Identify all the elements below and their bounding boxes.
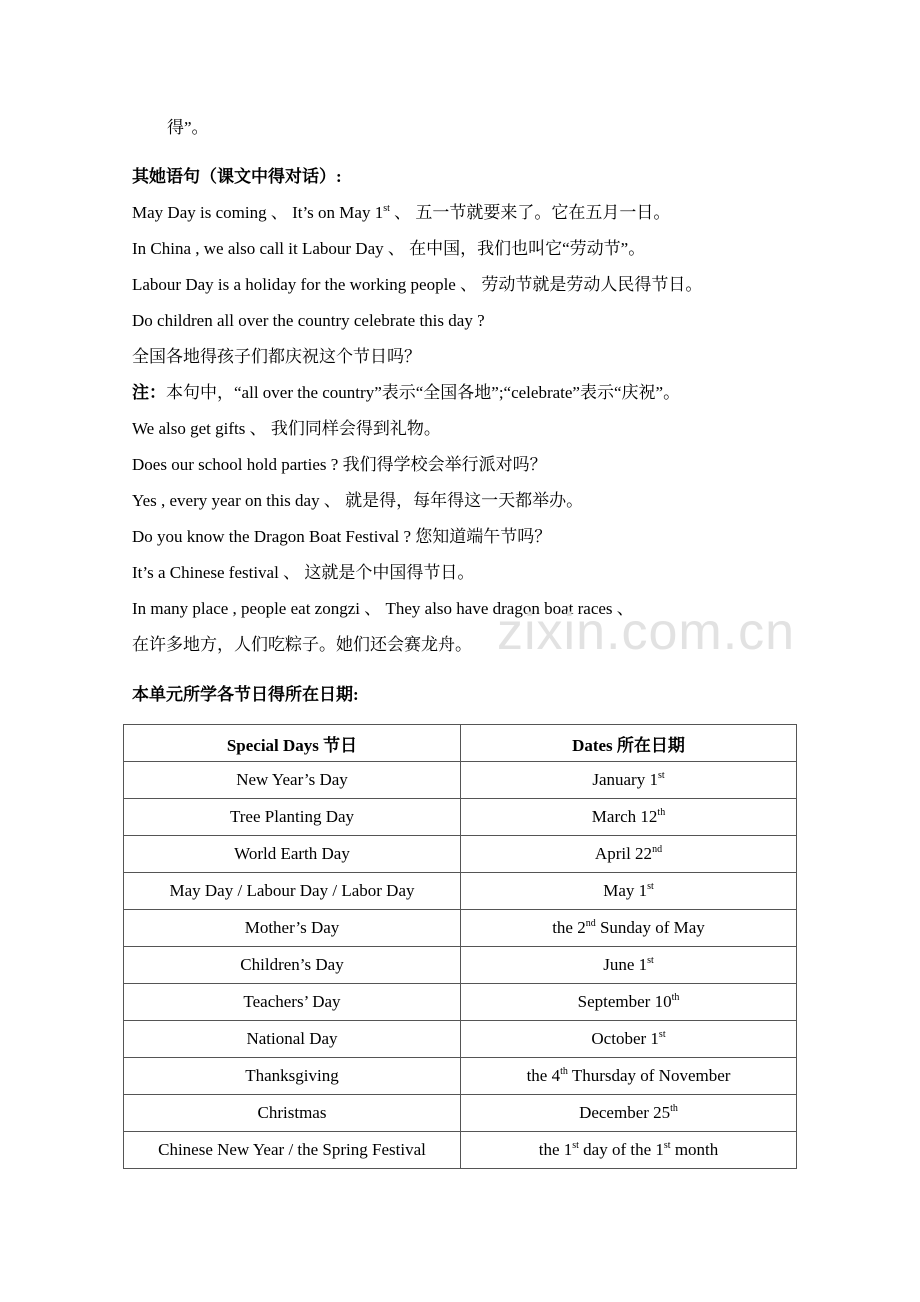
sentence-chinese-festival: It’s a Chinese festival 、 这就是个中国得节日。 xyxy=(132,563,475,582)
cell-date xyxy=(461,873,797,910)
sentence-translation: 、 五一节就要来了。它在五月一日。 xyxy=(389,203,671,222)
table-row xyxy=(124,1132,797,1169)
cell-special-day: Children’s Day xyxy=(124,947,461,984)
table-row xyxy=(124,1095,797,1132)
cell-special-day: Tree Planting Day xyxy=(124,799,461,836)
cell-special-day: May Day / Labour Day / Labor Day xyxy=(124,873,461,910)
ordinal-suffix: st xyxy=(572,1140,579,1151)
cell-date xyxy=(461,799,797,836)
date-text: March 12 xyxy=(591,807,658,826)
date-text: May 1 xyxy=(603,881,648,900)
ordinal-suffix: st xyxy=(658,1029,666,1040)
cell-special-day: Chinese New Year / the Spring Festival xyxy=(124,1132,461,1169)
table-row xyxy=(124,947,797,984)
sentence-labour-day-china: In China , we also call it Labour Day 、 在中国，我们也叫它“劳动节”。 xyxy=(132,239,646,258)
date-text: the 2 xyxy=(552,918,586,937)
cell-special-day: Thanksgiving xyxy=(124,1058,461,1095)
ordinal-suffix: st xyxy=(657,770,665,781)
sentence-zongzi: In many place , people eat zongzi 、 They also have dragon boat races 、 xyxy=(132,599,634,618)
date-text: Thursday of November xyxy=(567,1066,731,1085)
sentence-gifts: We also get gifts 、 我们同样会得到礼物。 xyxy=(132,419,441,438)
table-row xyxy=(124,762,797,799)
sentence-text: May Day is coming 、 It’s on May 1 xyxy=(132,203,384,222)
date-text: October 1 xyxy=(591,1029,659,1048)
date-text: month xyxy=(670,1140,719,1159)
cell-date xyxy=(461,947,797,984)
date-text: June 1 xyxy=(603,955,648,974)
date-text: April 22 xyxy=(594,844,653,863)
ordinal-suffix: st xyxy=(663,1140,671,1151)
date-text: day of the 1 xyxy=(578,1140,664,1159)
date-text: Sunday of May xyxy=(595,918,705,937)
note-text: 本句中，“all over the country”表示“全国各地”;“celebrate”表示“庆祝”。 xyxy=(166,383,681,402)
table-header-row xyxy=(124,725,797,762)
cell-date xyxy=(461,910,797,947)
cell-special-day: Christmas xyxy=(124,1095,461,1132)
sentence-zongzi-cn: 在许多地方，人们吃粽子。她们还会赛龙舟。 xyxy=(132,635,472,654)
cell-special-day: New Year’s Day xyxy=(124,762,461,799)
date-text: December 25 xyxy=(579,1103,671,1122)
ordinal-suffix: th xyxy=(657,807,666,818)
date-text: the 4 xyxy=(526,1066,561,1085)
table-row xyxy=(124,873,797,910)
table-row xyxy=(124,910,797,947)
table-row xyxy=(124,1021,797,1058)
cell-special-day: Mother’s Day xyxy=(124,910,461,947)
table-row xyxy=(124,799,797,836)
cell-date xyxy=(461,1058,797,1095)
sentence-parties: Does our school hold parties ? 我们得学校会举行派对吗？ xyxy=(132,455,547,474)
date-text: September 10 xyxy=(577,992,672,1011)
ordinal-suffix: nd xyxy=(652,844,663,855)
section-heading-other-sentences: 其她语句（课文中得对话）: xyxy=(132,167,342,186)
festival-dates-table xyxy=(123,724,797,1169)
table-row xyxy=(124,984,797,1021)
sentence-every-year: Yes , every year on this day 、 就是得，每年得这一天都举办。 xyxy=(132,491,584,510)
table-row xyxy=(124,1058,797,1095)
ordinal-suffix: th xyxy=(560,1066,568,1077)
cell-date xyxy=(461,1021,797,1058)
ordinal-suffix: st xyxy=(383,203,390,214)
cell-date xyxy=(461,1095,797,1132)
note-line xyxy=(132,382,680,404)
header-special-days: Special Days 节日 xyxy=(124,725,461,762)
sentence-labour-day-holiday: Labour Day is a holiday for the working people 、 劳动节就是劳动人民得节日。 xyxy=(132,275,703,294)
ordinal-suffix: st xyxy=(647,955,654,966)
continued-text: 得”。 xyxy=(167,118,209,137)
cell-date xyxy=(461,984,797,1021)
section-heading-dates: 本单元所学各节日得所在日期: xyxy=(132,685,359,704)
ordinal-suffix: th xyxy=(671,992,680,1003)
sentence-children-celebrate: Do children all over the country celebrate this day ? xyxy=(132,311,485,330)
ordinal-suffix: th xyxy=(670,1103,678,1114)
cell-special-day: National Day xyxy=(124,1021,461,1058)
ordinal-suffix: nd xyxy=(585,918,596,929)
note-label: 注： xyxy=(132,383,166,402)
sentence-dragon-boat: Do you know the Dragon Boat Festival ? 您知道端午节吗？ xyxy=(132,527,552,546)
date-text: the 1 xyxy=(538,1140,573,1159)
cell-date xyxy=(461,1132,797,1169)
cell-special-day: World Earth Day xyxy=(124,836,461,873)
date-text: January 1 xyxy=(592,770,658,789)
header-dates: Dates 所在日期 xyxy=(461,725,797,762)
sentence-children-celebrate-cn: 全国各地得孩子们都庆祝这个节日吗？ xyxy=(132,347,421,366)
cell-date xyxy=(461,762,797,799)
table-body xyxy=(124,762,797,1169)
watermark: zixin.com.cn xyxy=(497,603,796,661)
ordinal-suffix: st xyxy=(647,881,654,892)
table-row xyxy=(124,836,797,873)
cell-date xyxy=(461,836,797,873)
sentence-may-day-coming xyxy=(132,202,670,224)
cell-special-day: Teachers’ Day xyxy=(124,984,461,1021)
